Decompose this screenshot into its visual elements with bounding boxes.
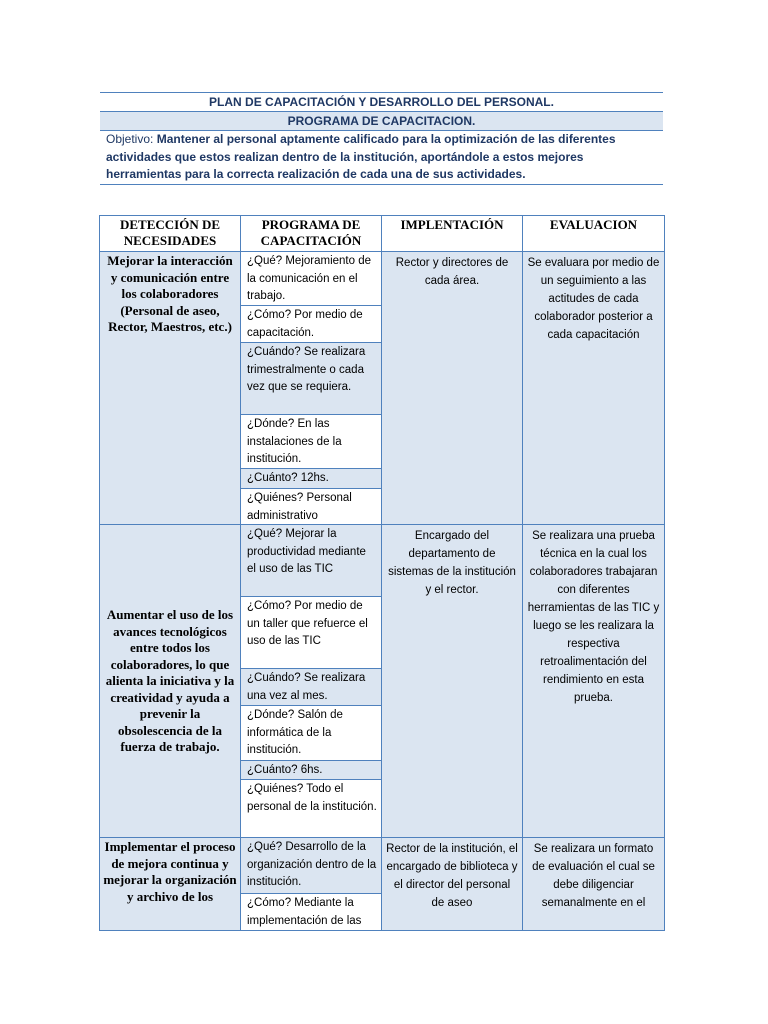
program-item: ¿Dónde? En las instalaciones de la institución. xyxy=(241,415,381,469)
column-header-implementation: IMPLENTACIÓN xyxy=(382,216,523,252)
implementation-cell: Encargado del departamento de sistemas de la institución y el rector. xyxy=(382,525,523,838)
table-row xyxy=(100,838,665,931)
objective-text: Mantener al personal aptamente calificado para la optimización de las diferentes actividades que estos realizan dentro de la institución, aportándole a estos mejores herramientas para la correcta realización de cada una de sus actividades. xyxy=(106,132,616,181)
table-header-row xyxy=(100,216,665,252)
need-cell: Aumentar el uso de los avances tecnológicos entre todos los colaboradores, lo que alienta la iniciativa y la creatividad y ayuda a prevenir la obsolescencia de la fuerza de trabajo. xyxy=(100,525,241,838)
evaluation-cell: Se evaluara por medio de un seguimiento a las actitudes de cada colaborador posterior a cada capacitación xyxy=(523,252,665,525)
column-header-needs: DETECCIÓN DE NECESIDADES xyxy=(100,216,241,252)
need-cell: Implementar el proceso de mejora continua y mejorar la organización y archivo de los xyxy=(100,838,241,931)
training-plan-table xyxy=(99,215,665,931)
program-item: ¿Cómo? Mediante la implementación de las xyxy=(241,894,381,930)
program-item: ¿Quiénes? Personal administrativo xyxy=(241,489,381,524)
column-header-program: PROGRAMA DE CAPACITACIÓN xyxy=(241,216,382,252)
program-item: ¿Cuánto? 6hs. xyxy=(241,761,381,780)
need-cell: Mejorar la interacción y comunicación entre los colaboradores (Personal de aseo, Rector, Maestros, etc.) xyxy=(100,252,241,525)
objective-paragraph xyxy=(100,130,663,185)
objective-label: Objetivo: xyxy=(106,132,154,146)
column-header-evaluation: EVALUACION xyxy=(523,216,665,252)
table-row xyxy=(100,252,665,525)
program-item: ¿Cuánto? 12hs. xyxy=(241,469,381,489)
program-item: ¿Qué? Mejorar la productividad mediante el uso de las TIC xyxy=(241,525,381,597)
document-subtitle: PROGRAMA DE CAPACITACION. xyxy=(100,111,663,130)
document-title: PLAN DE CAPACITACIÓN Y DESARROLLO DEL PERSONAL. xyxy=(100,92,663,111)
program-item: ¿Qué? Mejoramiento de la comunicación en el trabajo. xyxy=(241,252,381,306)
evaluation-cell: Se realizara un formato de evaluación el cual se debe diligenciar semanalmente en el xyxy=(523,838,665,931)
program-cell xyxy=(241,838,382,931)
implementation-cell: Rector y directores de cada área. xyxy=(382,252,523,525)
program-cell xyxy=(241,252,382,525)
program-item: ¿Cómo? Por medio de capacitación. xyxy=(241,306,381,343)
program-item: ¿Qué? Desarrollo de la organización dentro de la institución. xyxy=(241,838,381,894)
program-item: ¿Cuándo? Se realizara trimestralmente o cada vez que se requiera. xyxy=(241,343,381,415)
program-cell xyxy=(241,525,382,838)
implementation-cell: Rector de la institución, el encargado de biblioteca y el director del personal de aseo xyxy=(382,838,523,931)
evaluation-cell: Se realizara una prueba técnica en la cual los colaboradores trabajaran con diferentes herramientas de las TIC y luego se les realizara la respectiva retroalimentación del rendimiento en esta prueba. xyxy=(523,525,665,838)
table-row xyxy=(100,525,665,838)
program-item: ¿Cómo? Por medio de un taller que refuerce el uso de las TIC xyxy=(241,597,381,669)
document-header xyxy=(100,92,663,185)
program-item: ¿Quiénes? Todo el personal de la institución. xyxy=(241,780,381,837)
program-item: ¿Dónde? Salón de informática de la institución. xyxy=(241,706,381,761)
program-item: ¿Cuándo? Se realizara una vez al mes. xyxy=(241,669,381,706)
